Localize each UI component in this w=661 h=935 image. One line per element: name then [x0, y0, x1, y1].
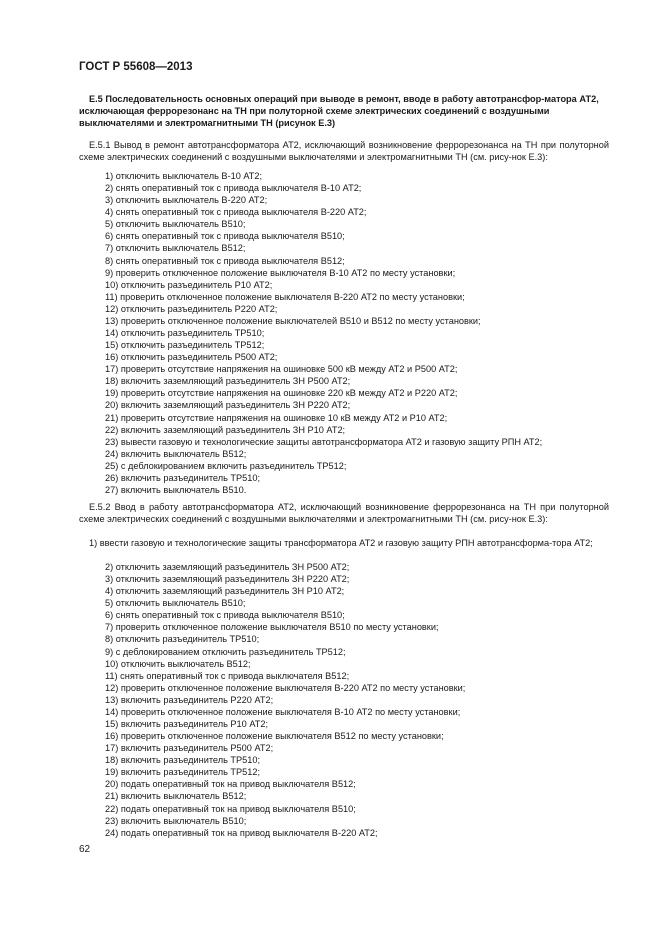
- list-item: 20) включить заземляющий разъединитель ЗН Р220 АТ2;: [105, 400, 351, 411]
- e52-step-list: [105, 561, 465, 839]
- page-number: 62: [79, 844, 91, 855]
- list-item: 14) проверить отключенное положение выключателя В-10 АТ2 по месту установки;: [105, 706, 461, 717]
- list-item: 15) включить разъединитель Р10 АТ2;: [105, 719, 269, 730]
- list-item: 7) проверить отключенное положение выключателя В510 по месту установки;: [105, 622, 439, 633]
- list-item: 12) проверить отключенное положение выключателя В-220 АТ2 по месту установки;: [105, 682, 466, 693]
- list-item: 22) включить заземляющий разъединитель ЗН Р10 АТ2;: [105, 424, 346, 435]
- list-item: 9) проверить отключенное положение выключателя В-10 АТ2 по месту установки;: [105, 267, 456, 278]
- section-heading: Е.5 Последовательность основных операций при выводе в ремонт, вводе в работу автотрансфор-матора АТ2, исключающая феррорезонанс на ТН при полуторной схеме электрических соединений с воздушными выключателями и электромагнитными ТН (рисунок Е.3): [79, 94, 599, 128]
- e51-step-list: [105, 170, 542, 496]
- list-item: 8) отключить разъединитель ТР510;: [105, 634, 260, 645]
- list-item: 12) отключить разъединитель Р220 АТ2;: [105, 303, 278, 314]
- list-item: 4) снять оперативный ток с привода выключателя В-220 АТ2;: [105, 207, 367, 218]
- list-item: 24) включить выключатель В512;: [105, 448, 247, 459]
- list-item: 5) отключить выключатель В510;: [105, 219, 246, 230]
- list-item: 24) подать оперативный ток на привод выключателя В-220 АТ2;: [105, 827, 378, 838]
- list-item: 16) отключить разъединитель Р500 АТ2;: [105, 352, 278, 363]
- list-item: 19) проверить отсутствие напряжения на ошиновке 220 кВ между АТ2 и Р220 АТ2;: [105, 388, 458, 399]
- list-item: 18) включить разъединитель ТР510;: [105, 755, 261, 766]
- list-item: 6) снять оперативный ток с привода выключателя В510;: [105, 231, 345, 242]
- list-item: 3) отключить заземляющий разъединитель ЗН Р220 АТ2;: [105, 574, 350, 585]
- list-item: 27) включить выключатель В510.: [105, 485, 247, 496]
- list-item: 17) проверить отсутствие напряжения на ошиновке 500 кВ между АТ2 и Р500 АТ2;: [105, 364, 458, 375]
- list-item: 6) снять оперативный ток с привода выключателя В510;: [105, 610, 345, 621]
- list-item: 21) включить выключатель В512;: [105, 791, 247, 802]
- list-item: 13) включить разъединитель Р220 АТ2;: [105, 694, 274, 705]
- list-item: 7) отключить выключатель В512;: [105, 243, 246, 254]
- list-item: 18) включить заземляющий разъединитель ЗН Р500 АТ2;: [105, 376, 351, 387]
- list-item: 23) вывести газовую и технологические защиты автотрансформатора АТ2 и газовую защиту РПН АТ2;: [105, 436, 543, 447]
- list-item: 25) с деблокированием включить разъединитель ТР512;: [105, 460, 347, 471]
- list-item: 11) проверить отключенное положение выключателя В-220 АТ2 по месту установки;: [105, 291, 465, 302]
- list-item: 2) снять оперативный ток с привода выключателя В-10 АТ2;: [105, 183, 362, 194]
- list-item: 9) с деблокированием отключить разъединитель ТР512;: [105, 646, 346, 657]
- e51-intro: Е.5.1 Вывод в ремонт автотрансформатора АТ2, исключающий возникновение феррорезонанса на ТН при полуторной схеме электрических соединений с воздушными выключателями и электромагнитными ТН (см. рису-нок Е.3):: [79, 140, 609, 163]
- list-item: 2) отключить заземляющий разъединитель ЗН Р500 АТ2;: [105, 562, 350, 572]
- list-item: 1) отключить выключатель В-10 АТ2;: [105, 171, 263, 181]
- list-item: 23) включить выключатель В510;: [105, 815, 247, 826]
- list-item: 13) проверить отключенное положение выключателей В510 и В512 по месту установки;: [105, 315, 481, 326]
- list-item: 10) отключить выключатель В512;: [105, 658, 251, 669]
- list-item: 3) отключить выключатель В-220 АТ2;: [105, 195, 268, 206]
- list-item: 21) проверить отсутствие напряжения на ошиновке 10 кВ между АТ2 и Р10 АТ2;: [105, 412, 448, 423]
- list-item: 16) проверить отключенное положение выключателя В512 по месту установки;: [105, 731, 444, 742]
- list-item: 20) подать оперативный ток на привод выключателя В512;: [105, 779, 356, 790]
- document-header: ГОСТ Р 55608—2013: [79, 61, 193, 73]
- list-item: 15) отключить разъединитель ТР512;: [105, 340, 265, 351]
- list-item: 11) снять оперативный ток с привода выключателя В512;: [105, 670, 350, 681]
- list-item: 14) отключить разъединитель ТР510;: [105, 328, 265, 339]
- e52-step-1: 1) ввести газовую и технологические защиты трансформатора АТ2 и газовую защиту РПН автотрансформа-тора АТ2;: [89, 538, 593, 548]
- list-item: 4) отключить заземляющий разъединитель ЗН Р10 АТ2;: [105, 586, 345, 597]
- list-item: 19) включить разъединитель ТР512;: [105, 767, 261, 778]
- list-item: 22) подать оперативный ток на привод выключателя В510;: [105, 803, 356, 814]
- e52-intro: Е.5.2 Ввод в работу автотрансформатора АТ2, исключающий возникновение феррорезонанса на ТН при полуторной схеме электрических соединений с воздушными выключателями и электромагнитными ТН (см. рису-нок Е.3):: [79, 502, 609, 525]
- list-item: 8) снять оперативный ток с привода выключателя В512;: [105, 255, 345, 266]
- list-item: 17) включить разъединитель Р500 АТ2;: [105, 743, 274, 754]
- list-item: 26) включить разъединитель ТР510;: [105, 472, 261, 483]
- list-item: 5) отключить выключатель В510;: [105, 598, 246, 609]
- list-item: 10) отключить разъединитель Р10 АТ2;: [105, 279, 273, 290]
